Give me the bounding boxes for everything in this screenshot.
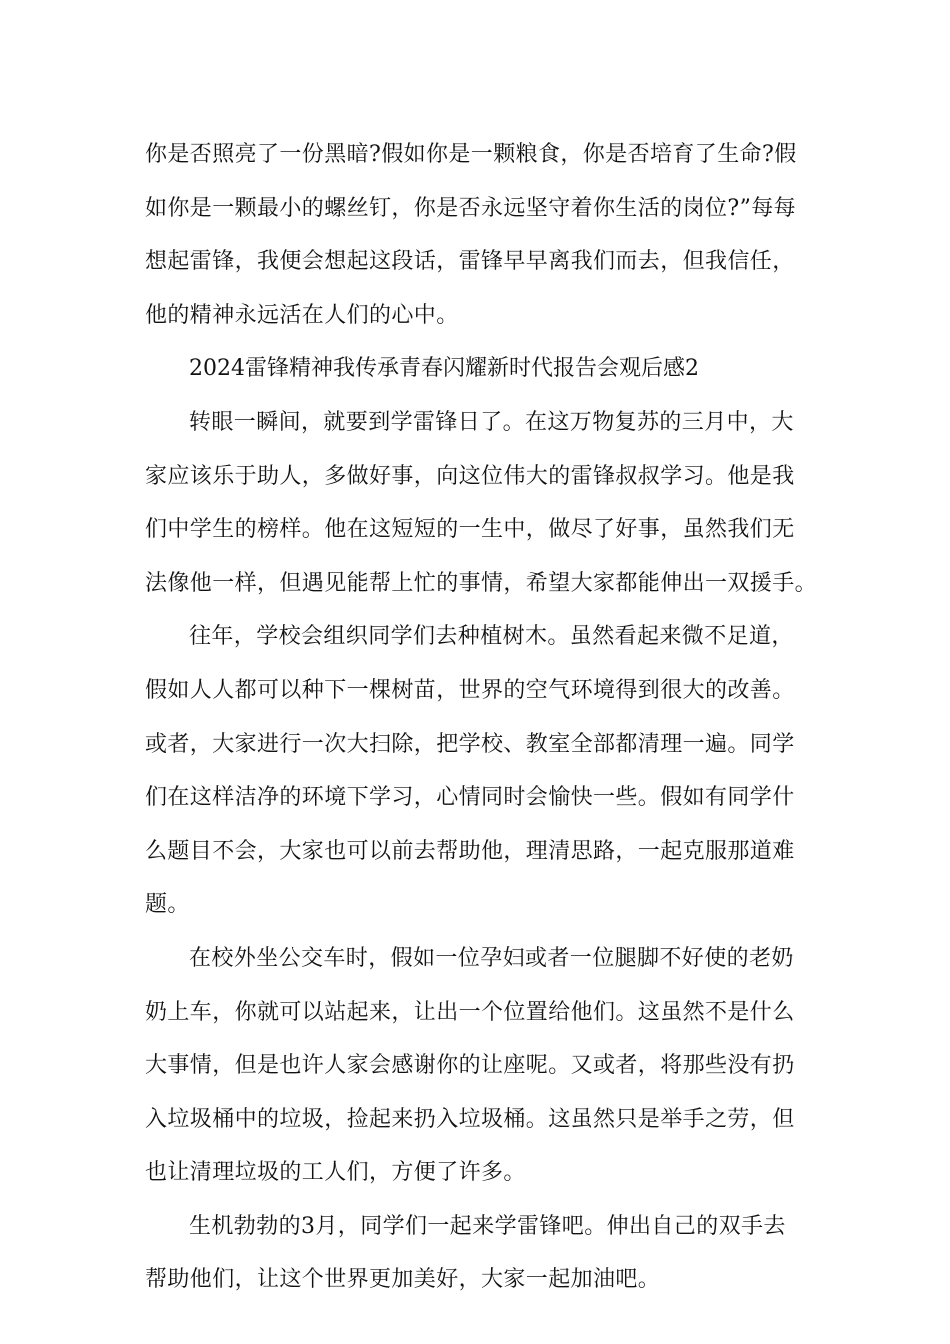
text-line: 也让清理垃圾的工人们，方便了许多。 (145, 1160, 526, 1186)
text-line: 法像他一样，但遇见能帮上忙的事情，希望大家都能伸出一双援手。 (145, 570, 818, 596)
text-line: 入垃圾桶中的垃圾，捡起来扔入垃圾桶。这虽然只是举手之劳，但 (145, 1106, 795, 1132)
text-line: 么题目不会，大家也可以前去帮助他，理清思路，一起克服那道难 (145, 838, 795, 864)
text-line: 们中学生的榜样。他在这短短的一生中，做尽了好事，虽然我们无 (145, 517, 795, 543)
document-body (145, 128, 818, 1307)
text-line: 奶上车，你就可以站起来，让出一个位置给他们。这虽然不是什么 (145, 999, 795, 1025)
text-line: 或者，大家进行一次大扫除，把学校、教室全部都清理一遍。同学 (145, 731, 795, 757)
text-line: 如你是一颗最小的螺丝钉，你是否永远坚守着你生活的岗位?”每每 (145, 195, 797, 221)
text-line: 帮助他们，让这个世界更加美好，大家一起加油吧。 (145, 1267, 661, 1293)
text-line: 在校外坐公交车时，假如一位孕妇或者一位腿脚不好使的老奶 (189, 945, 794, 971)
text-line: 们在这样洁净的环境下学习，心情同时会愉快一些。假如有同学什 (145, 785, 795, 811)
text-line: 他的精神永远活在人们的心中。 (145, 302, 459, 328)
section-title: 2024雷锋精神我传承青春闪耀新时代报告会观后感2 (189, 356, 699, 382)
text-line: 假如人人都可以种下一棵树苗，世界的空气环境得到很大的改善。 (145, 677, 795, 703)
text-line: 往年，学校会组织同学们去种植树木。虽然看起来微不足道， (189, 624, 794, 650)
text-line: 你是否照亮了一份黑暗?假如你是一颗粮食，你是否培育了生命?假 (145, 142, 797, 167)
text-line: 转眼一瞬间，就要到学雷锋日了。在这万物复苏的三月中，大 (189, 409, 794, 435)
text-line: 题。 (145, 892, 190, 918)
text-line: 想起雷锋，我便会想起这段话，雷锋早早离我们而去，但我信任， (145, 249, 795, 275)
text-line: 大事情，但是也许人家会感谢你的让座呢。又或者，将那些没有扔 (145, 1053, 795, 1079)
text-line: 生机勃勃的3月，同学们一起来学雷锋吧。伸出自己的双手去 (189, 1213, 786, 1239)
text-line: 家应该乐于助人，多做好事，向这位伟大的雷锋叔叔学习。他是我 (145, 463, 795, 489)
